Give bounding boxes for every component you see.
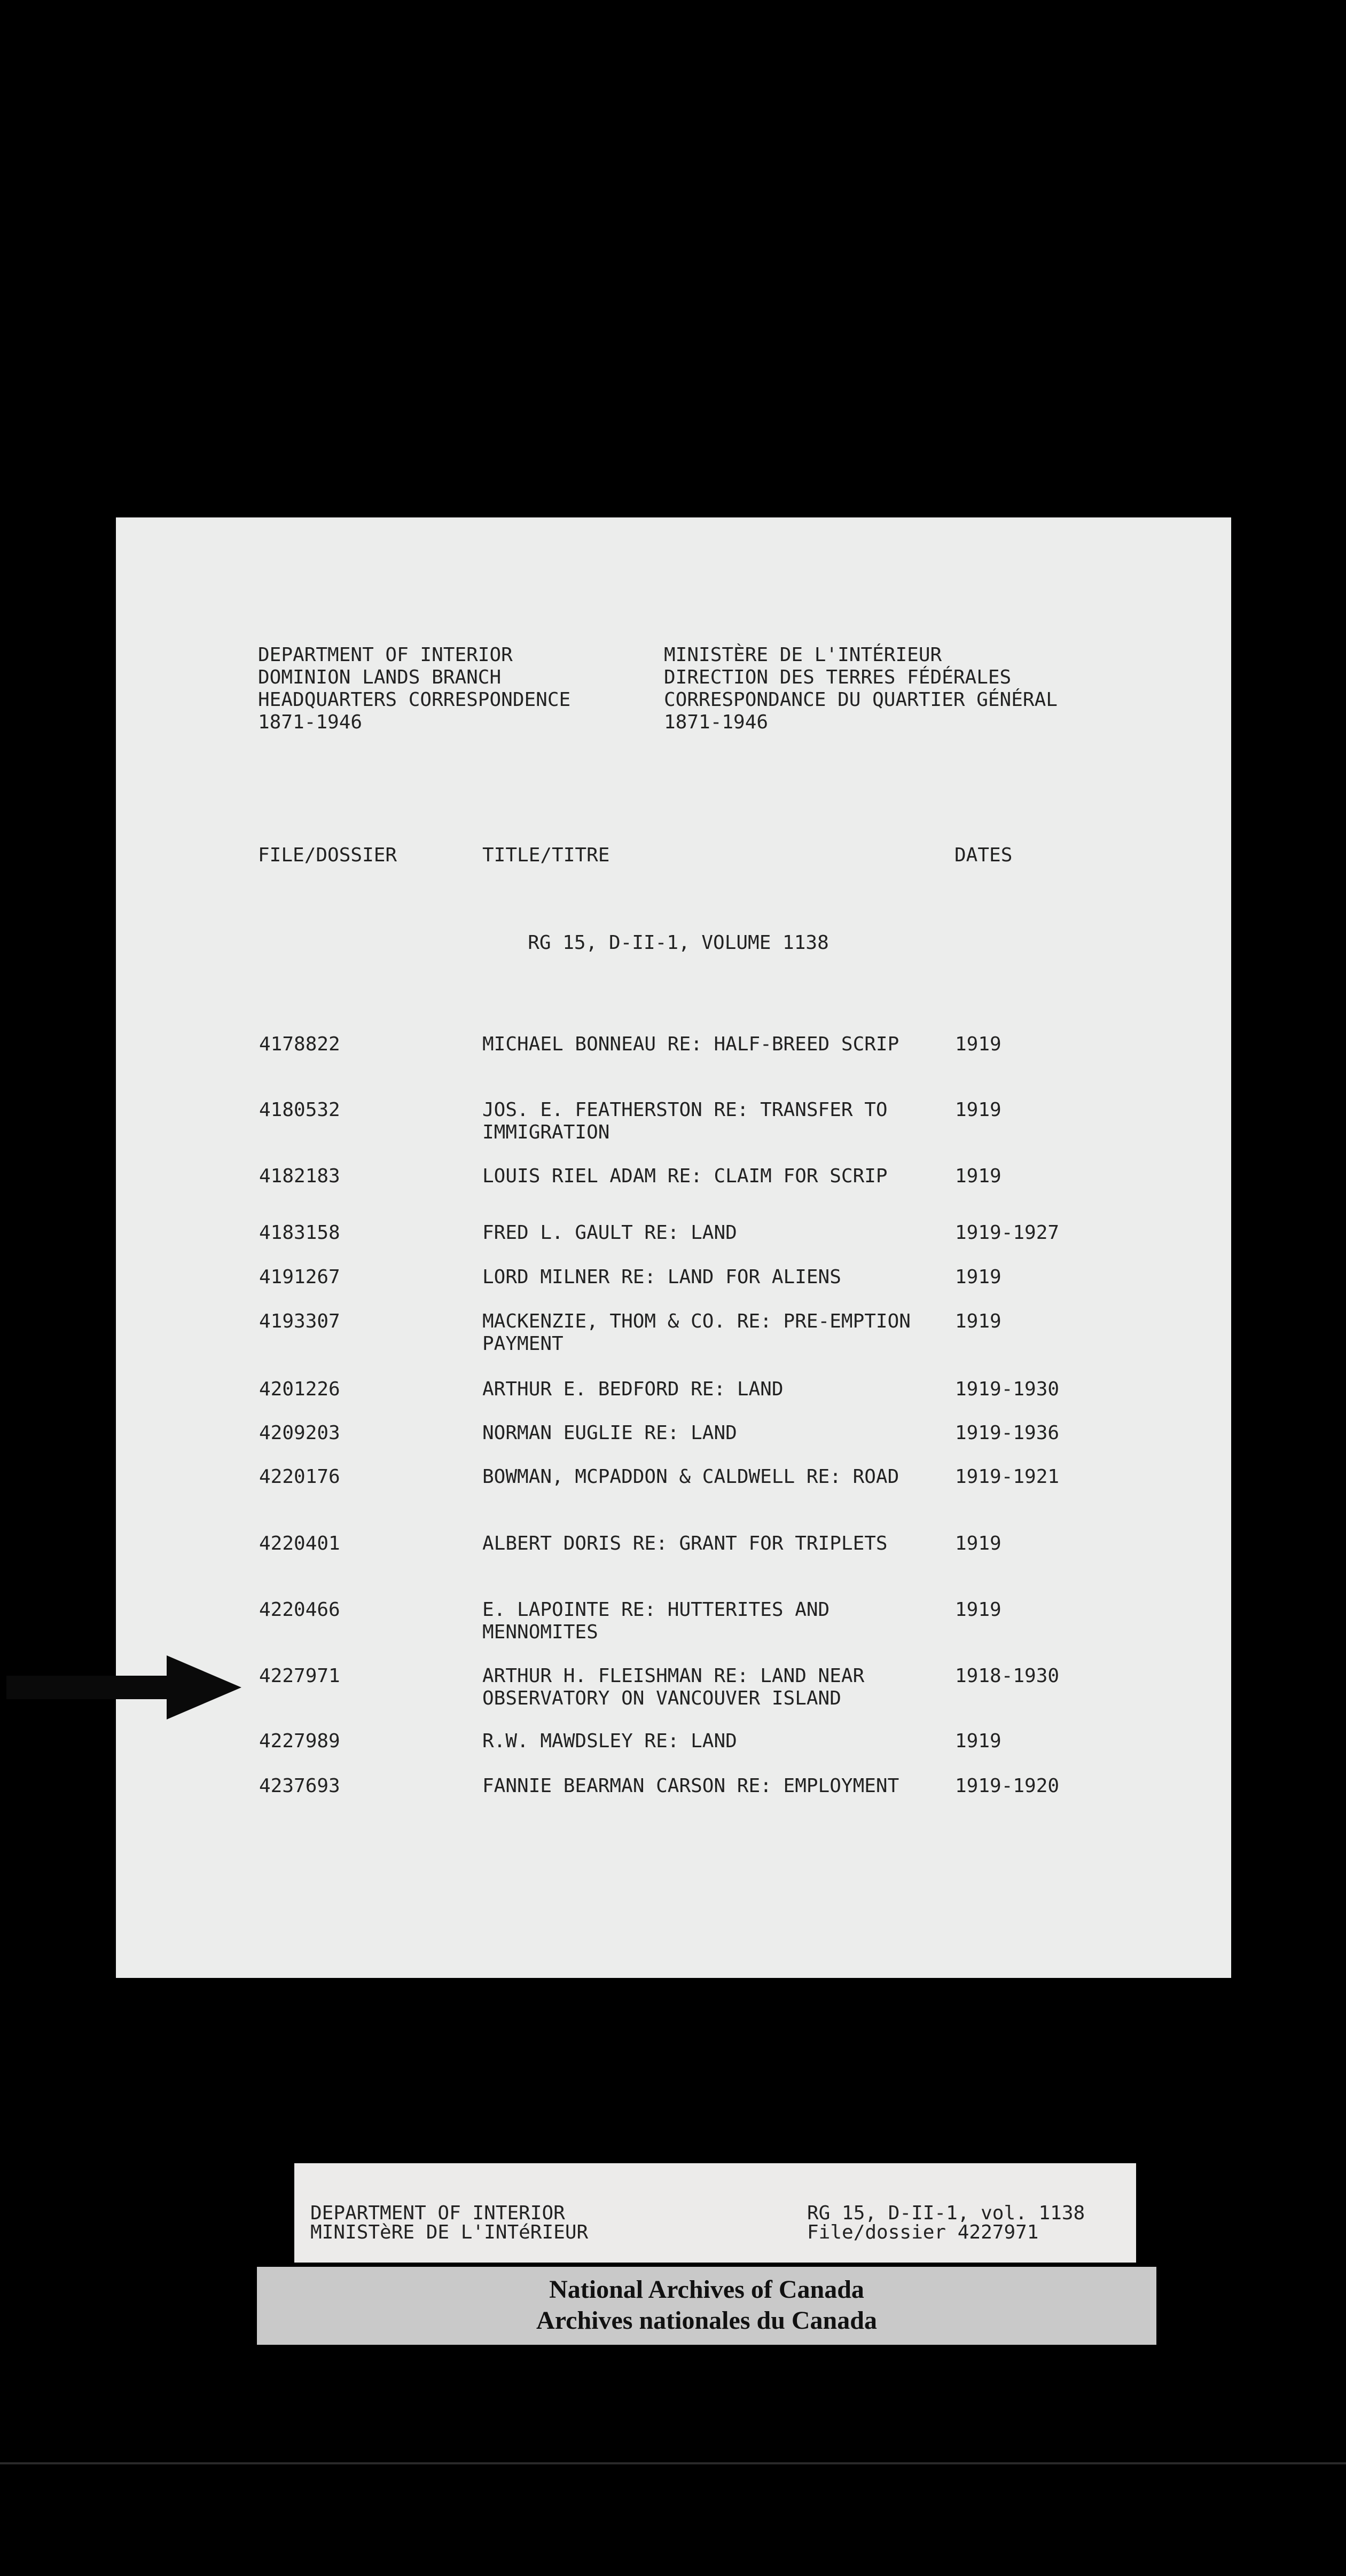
archives-name-en: National Archives of Canada: [549, 2275, 864, 2304]
entry-title: ARTHUR E. BEDFORD RE: LAND: [482, 1378, 784, 1400]
label-left: [310, 2204, 588, 2242]
header-en-line: 1871-1946: [258, 711, 363, 733]
label-right-line: File/dossier 4227971: [807, 2221, 1039, 2243]
entry-file: 4227989: [259, 1730, 340, 1752]
label-right: [807, 2204, 1085, 2242]
entry-dates: 1919: [955, 1599, 1001, 1621]
divider: [0, 2462, 1346, 2464]
entry-dates: 1919: [955, 1165, 1001, 1187]
file-label-card: [294, 2163, 1136, 2263]
entry-title: NORMAN EUGLIE RE: LAND: [482, 1422, 737, 1444]
entry-dates: 1918-1930: [955, 1665, 1060, 1687]
header-english: [258, 644, 570, 734]
entry-dates: 1919: [955, 1033, 1001, 1055]
entry-title: LORD MILNER RE: LAND FOR ALIENS: [482, 1266, 841, 1288]
entry-dates: 1919-1930: [955, 1378, 1060, 1400]
entry-dates: 1919-1920: [955, 1775, 1060, 1797]
entry-file: 4193307: [259, 1310, 340, 1332]
entry-file: 4182183: [259, 1165, 340, 1187]
entry-file: 4191267: [259, 1266, 340, 1288]
header-en-line: DOMINION LANDS BRANCH: [258, 666, 502, 688]
label-right-line: RG 15, D-II-1, vol. 1138: [807, 2202, 1085, 2224]
entry-title: FANNIE BEARMAN CARSON RE: EMPLOYMENT: [482, 1775, 899, 1797]
column-header-title: TITLE/TITRE: [482, 844, 610, 866]
header-en-line: DEPARTMENT OF INTERIOR: [258, 644, 513, 666]
header-fr-line: CORRESPONDANCE DU QUARTIER GÉNÉRAL: [664, 689, 1058, 711]
entry-dates: 1919: [955, 1266, 1001, 1288]
entry-file: 4178822: [259, 1033, 340, 1055]
header-french: [664, 644, 1058, 734]
entry-file: 4209203: [259, 1422, 340, 1444]
label-left-line: DEPARTMENT OF INTERIOR: [310, 2202, 565, 2224]
entry-title: LOUIS RIEL ADAM RE: CLAIM FOR SCRIP: [482, 1165, 888, 1187]
entry-title: JOS. E. FEATHERSTON RE: TRANSFER TO IMMIGRATION: [482, 1099, 888, 1143]
entry-title: E. LAPOINTE RE: HUTTERITES AND MENNOMITES: [482, 1599, 830, 1643]
entry-title: ARTHUR H. FLEISHMAN RE: LAND NEAR OBSERVATORY ON VANCOUVER ISLAND: [482, 1665, 865, 1709]
entry-dates: 1919: [955, 1310, 1001, 1332]
entry-file: 4220401: [259, 1533, 340, 1554]
archives-banner: [257, 2267, 1156, 2345]
entry-title: ALBERT DORIS RE: GRANT FOR TRIPLETS: [482, 1533, 888, 1554]
entry-title: MICHAEL BONNEAU RE: HALF-BREED SCRIP: [482, 1033, 899, 1055]
entry-title: BOWMAN, MCPADDON & CALDWELL RE: ROAD: [482, 1466, 899, 1488]
archives-name-fr: Archives nationales du Canada: [536, 2306, 877, 2335]
header-fr-line: MINISTÈRE DE L'INTÉRIEUR: [664, 644, 942, 666]
document-sheet: [116, 517, 1231, 1978]
entry-file: 4180532: [259, 1099, 340, 1121]
entry-dates: 1919-1927: [955, 1222, 1060, 1244]
entry-title: R.W. MAWDSLEY RE: LAND: [482, 1730, 737, 1752]
label-left-line: MINISTèRE DE L'INTéRIEUR: [310, 2221, 589, 2243]
entry-dates: 1919-1936: [955, 1422, 1060, 1444]
column-header-dates: DATES: [954, 844, 1013, 866]
entry-title: MACKENZIE, THOM & CO. RE: PRE-EMPTION PAYMENT: [482, 1310, 911, 1355]
entry-dates: 1919: [955, 1099, 1001, 1121]
header-fr-line: DIRECTION DES TERRES FÉDÉRALES: [664, 666, 1012, 688]
volume-heading: RG 15, D-II-1, VOLUME 1138: [528, 932, 829, 954]
entry-file: 4220176: [259, 1466, 340, 1488]
header-en-line: HEADQUARTERS CORRESPONDENCE: [258, 689, 571, 711]
header-fr-line: 1871-1946: [664, 711, 769, 733]
entry-dates: 1919: [955, 1533, 1001, 1554]
entry-file: 4237693: [259, 1775, 340, 1797]
column-header-file: FILE/DOSSIER: [258, 844, 397, 866]
entry-file: 4201226: [259, 1378, 340, 1400]
entry-dates: 1919: [955, 1730, 1001, 1752]
entry-file: 4183158: [259, 1222, 340, 1244]
arrow-right-icon: [6, 1655, 241, 1719]
entry-file: 4227971: [259, 1665, 340, 1687]
entry-title: FRED L. GAULT RE: LAND: [482, 1222, 737, 1244]
entry-dates: 1919-1921: [955, 1466, 1060, 1488]
entry-file: 4220466: [259, 1599, 340, 1621]
